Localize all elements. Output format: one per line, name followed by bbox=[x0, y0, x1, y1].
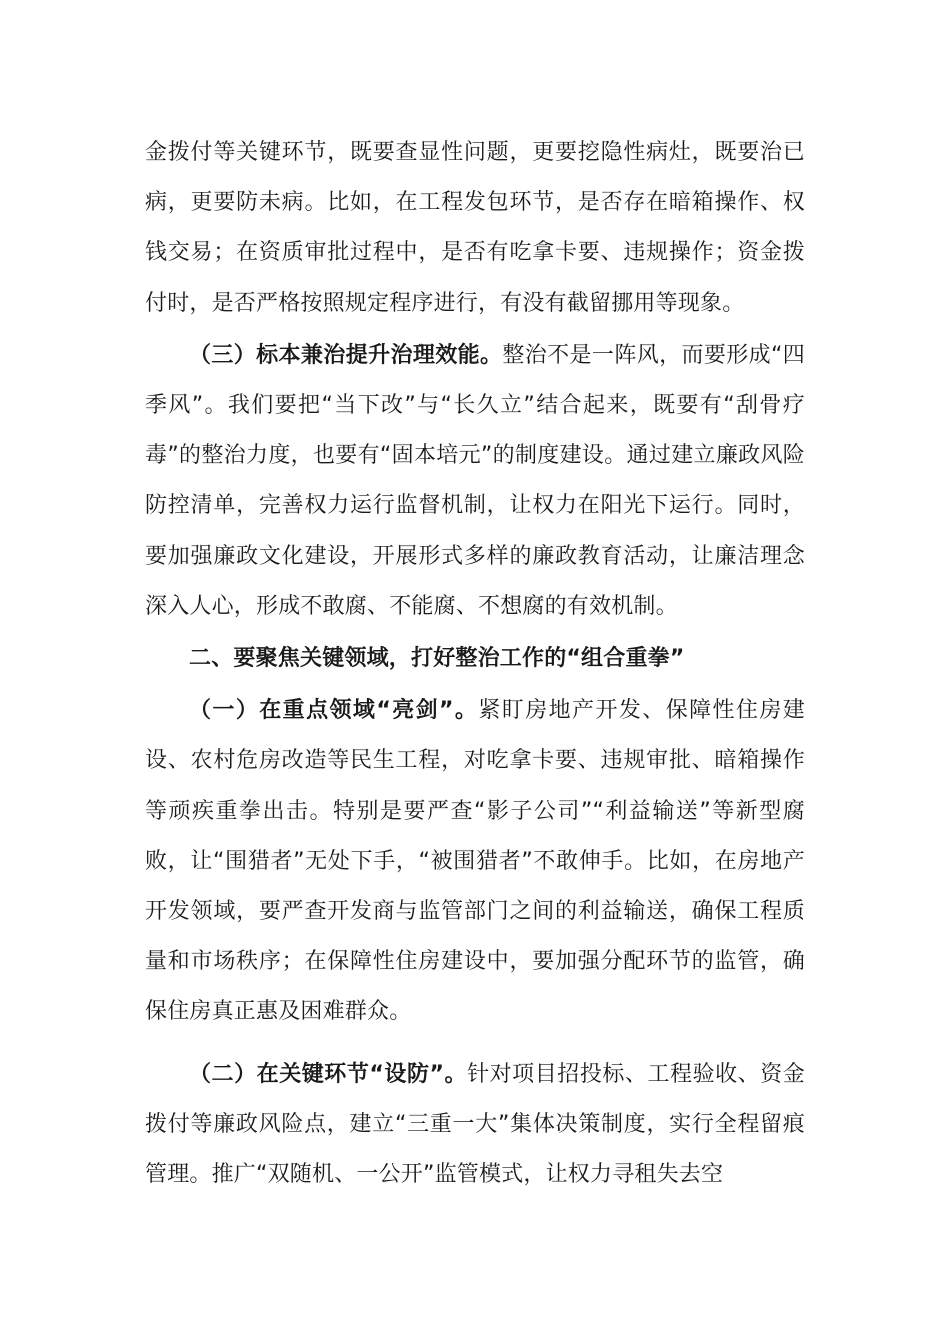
document-body bbox=[145, 128, 805, 1200]
paragraph-lead-heading: （二）在关键环节“设防”。 bbox=[189, 1061, 468, 1087]
paragraph-text: 紧盯房地产开发、保障性住房建设、农村危房改造等民生工程，对吃拿卡要、违规审批、暗箱操作等顽疾重拳出击。特别是要严查“影子公司”“利益输送”等新型腐败，让“围猎者”无处下手，“被围猎者”不敢伸手。比如，在房地产开发领域，要严查开发商与监管部门之间的利益输送，确保工程质量和市场秩序；在保障性住房建设中，要加强分配环节的监管，确保住房真正惠及困难群众。 bbox=[145, 698, 805, 1025]
paragraph-section-3 bbox=[145, 331, 805, 632]
paragraph-text: 金拨付等关键环节，既要查显性问题，更要挖隐性病灶，既要治已病，更要防未病。比如，在工程发包环节，是否存在暗箱操作、权钱交易；在资质审批过程中，是否有吃拿卡要、违规操作；资金拨付时，是否严格按照规定程序进行，有没有截留挪用等现象。 bbox=[145, 140, 805, 316]
paragraph-continuation bbox=[145, 128, 805, 329]
paragraph-subsection-2 bbox=[145, 1050, 805, 1201]
section-heading-2: 二、要聚焦关键领域，打好整治工作的“组合重拳” bbox=[189, 646, 685, 672]
paragraph-text: 针对项目招投标、工程验收、资金拨付等廉政风险点，建立“三重一大”集体决策制度，实行全程留痕管理。推广“双随机、一公开”监管模式，让权力寻租失去空 bbox=[145, 1061, 805, 1188]
paragraph-subsection-1 bbox=[145, 686, 805, 1037]
paragraph-text: 整治不是一阵风，而要形成“四季风”。我们要把“当下改”与“长久立”结合起来，既要有“刮骨疗毒”的整治力度，也要有“固本培元”的制度建设。通过建立廉政风险防控清单，完善权力运行监督机制，让权力在阳光下运行。同时，要加强廉政文化建设，开展形式多样的廉政教育活动，让廉洁理念深入人心，形成不敢腐、不能腐、不想腐的有效机制。 bbox=[145, 342, 805, 619]
paragraph-lead-heading: （三）标本兼治提升治理效能。 bbox=[189, 342, 503, 368]
paragraph-lead-heading: （一）在重点领域“亮剑”。 bbox=[189, 698, 479, 724]
